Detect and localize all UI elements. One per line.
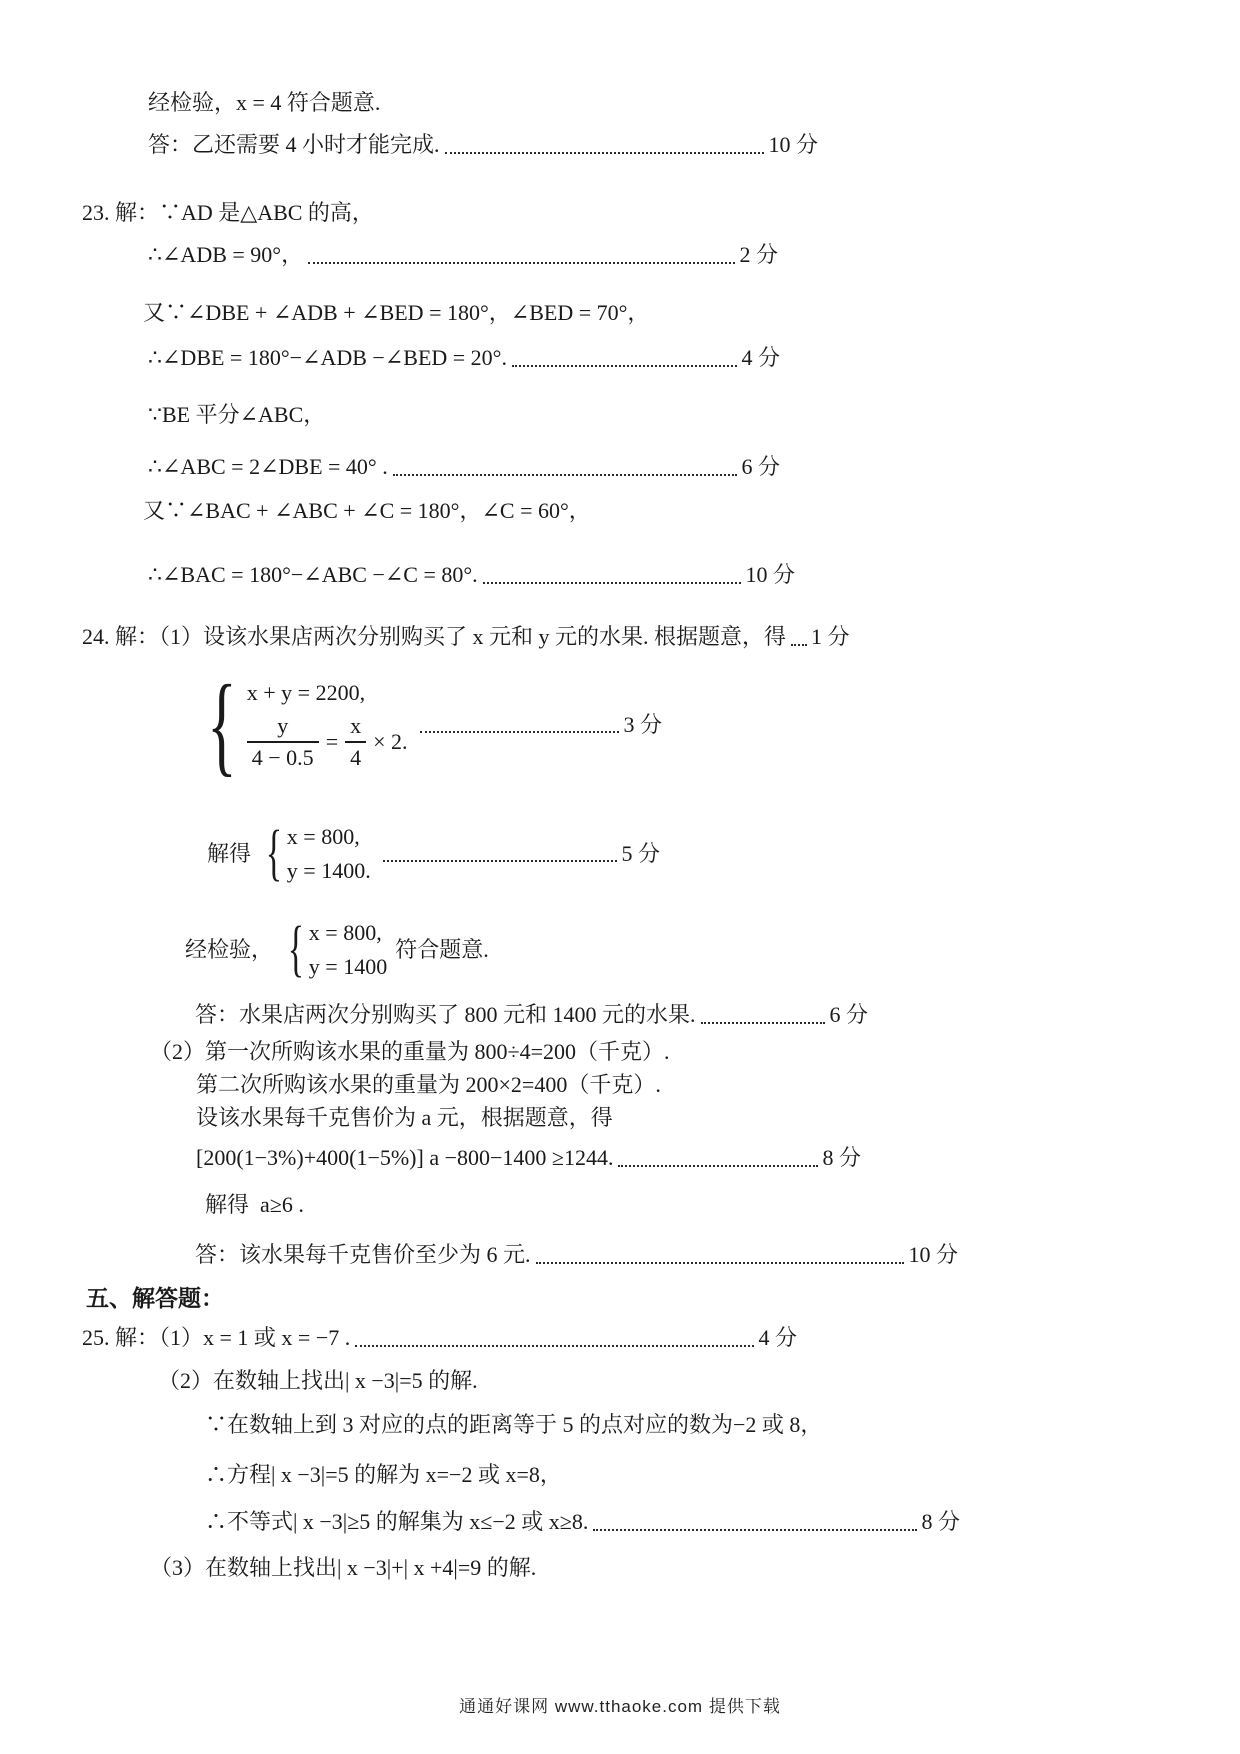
q24-solve-system bbox=[207, 819, 660, 888]
line-text: 经检验，x = 4 符合题意. bbox=[148, 90, 381, 115]
line-text: （2）第一次所购该水果的重量为 800÷4=200（千克）. bbox=[150, 1039, 670, 1064]
dotted-leader bbox=[536, 1262, 905, 1264]
score-label: 10 分 bbox=[768, 132, 818, 157]
dotted-leader bbox=[618, 1165, 818, 1167]
q23-step-abc40 bbox=[148, 452, 780, 482]
fraction-left bbox=[247, 711, 319, 772]
q25-part2-result bbox=[205, 1507, 960, 1537]
equation-row: y = 1400 bbox=[308, 953, 388, 979]
q23-solution-start bbox=[82, 198, 374, 228]
left-brace-icon: { bbox=[207, 663, 237, 787]
dotted-leader bbox=[701, 1022, 826, 1024]
line-text: 解得 a≥6 . bbox=[205, 1192, 304, 1217]
score-label: 4 分 bbox=[758, 1325, 797, 1350]
q24-part2-weight1 bbox=[150, 1037, 669, 1067]
score-label: 5 分 bbox=[621, 840, 660, 866]
numerator: x bbox=[350, 713, 362, 739]
line-text: [200(1−3%)+400(1−5%)] a −800−1400 ≥1244. bbox=[196, 1145, 614, 1170]
dotted-leader bbox=[593, 1529, 917, 1531]
dotted-leader bbox=[791, 644, 807, 646]
q22-check-line bbox=[148, 88, 380, 118]
line-text: ∴∠BAC = 180°−∠ABC −∠C = 80°. bbox=[148, 562, 478, 587]
line-text: （2）在数轴上找出| x −3|=5 的解. bbox=[158, 1368, 478, 1393]
score-label: 8 分 bbox=[822, 1145, 861, 1170]
dotted-leader bbox=[308, 262, 735, 264]
score-label: 8 分 bbox=[921, 1509, 960, 1534]
q25-part3-title bbox=[150, 1553, 536, 1583]
system-prefix-label: 经检验， bbox=[185, 936, 274, 962]
score-label: 2 分 bbox=[739, 242, 778, 267]
dotted-leader bbox=[383, 860, 618, 862]
q24-answer-part1 bbox=[195, 1000, 868, 1030]
q23-step-dbe20 bbox=[148, 343, 780, 373]
denominator: 4 − 0.5 bbox=[247, 741, 319, 773]
score-label: 4 分 bbox=[741, 345, 780, 370]
q24-answer-part2 bbox=[195, 1240, 958, 1270]
dotted-leader bbox=[483, 582, 742, 584]
denominator: 4 bbox=[345, 741, 366, 773]
dotted-leader bbox=[445, 152, 765, 154]
line-text: 五、解答题： bbox=[86, 1285, 224, 1311]
equation-rows bbox=[309, 918, 387, 981]
line-text: ∴方程| x −3|=5 的解为 x=−2 或 x=8， bbox=[205, 1462, 562, 1487]
left-brace-icon: { bbox=[287, 915, 305, 984]
line-text: 24. 解：（1）设该水果店两次分别购买了 x 元和 y 元的水果. 根据题意，得 bbox=[82, 624, 787, 649]
q23-step-adb bbox=[148, 240, 778, 270]
q24-equation-system bbox=[195, 663, 662, 787]
equation-row: x = 800, bbox=[286, 824, 360, 849]
line-text: 又∵∠BAC + ∠ABC + ∠C = 180°，∠C = 60°， bbox=[143, 498, 591, 523]
q24-part2-weight2 bbox=[196, 1070, 661, 1100]
q23-step-sum180 bbox=[143, 298, 649, 328]
footer-text: 通通好课网 www.tthaoke.com 提供下载 bbox=[459, 1697, 781, 1716]
score-label: 10 分 bbox=[908, 1242, 958, 1267]
line-text: 答：水果店两次分别购买了 800 元和 1400 元的水果. bbox=[195, 1002, 696, 1027]
equation-rows bbox=[247, 678, 408, 773]
score-label: 3 分 bbox=[623, 712, 662, 738]
line-text: ∴∠DBE = 180°−∠ADB −∠BED = 20°. bbox=[148, 345, 507, 370]
equation-row: y = 1400. bbox=[286, 857, 371, 883]
dotted-leader bbox=[420, 731, 620, 733]
line-text: 25. 解：（1）x = 1 或 x = −7 . bbox=[82, 1325, 351, 1350]
q23-step-bisector bbox=[148, 400, 325, 430]
q24-solution-start bbox=[82, 622, 850, 652]
left-brace-icon: { bbox=[265, 819, 283, 888]
score-label: 1 分 bbox=[811, 624, 850, 649]
line-text: （3）在数轴上找出| x −3|+| x +4|=9 的解. bbox=[150, 1555, 537, 1580]
section-heading bbox=[86, 1283, 224, 1314]
equals-sign: = bbox=[325, 729, 339, 755]
q24-check-system bbox=[185, 915, 489, 984]
line-text: 答：乙还需要 4 小时才能完成. bbox=[148, 132, 440, 157]
score-label: 10 分 bbox=[745, 562, 795, 587]
line-text: 又∵∠DBE + ∠ADB + ∠BED = 180°，∠BED = 70°， bbox=[143, 300, 650, 325]
q25-solution-start bbox=[82, 1323, 797, 1353]
q25-part2-reason bbox=[205, 1410, 822, 1440]
line-text: 设该水果每千克售价为 a 元，根据题意，得 bbox=[196, 1105, 613, 1130]
system-suffix-label: 符合题意. bbox=[395, 936, 489, 962]
line-text: ∵在数轴上到 3 对应的点的距离等于 5 的点对应的数为−2 或 8， bbox=[205, 1412, 823, 1437]
equation-tail: × 2. bbox=[373, 729, 408, 755]
q24-inequality bbox=[196, 1143, 861, 1173]
equation-row: x = 800, bbox=[308, 920, 382, 945]
q23-step-bac80 bbox=[148, 560, 795, 590]
fraction-right bbox=[345, 711, 366, 772]
q25-part2-solution bbox=[205, 1460, 562, 1490]
line-text: 答：该水果每千克售价至少为 6 元. bbox=[195, 1242, 531, 1267]
footer bbox=[0, 1692, 1240, 1717]
q24-part2-setup bbox=[196, 1103, 613, 1133]
equation-rows bbox=[287, 822, 371, 885]
q24-part2-solve bbox=[205, 1190, 304, 1220]
line-text: ∵BE 平分∠ABC， bbox=[148, 402, 326, 427]
q22-answer-line bbox=[148, 130, 818, 160]
line-text: ∴不等式| x −3|≥5 的解集为 x≤−2 或 x≥8. bbox=[205, 1509, 589, 1534]
line-text: ∴∠ABC = 2∠DBE = 40° . bbox=[148, 454, 388, 479]
score-label: 6 分 bbox=[741, 454, 780, 479]
fraction-equation bbox=[247, 711, 408, 772]
line-text: 第二次所购该水果的重量为 200×2=400（千克）. bbox=[196, 1072, 661, 1097]
numerator: y bbox=[277, 713, 289, 739]
equation-row: x + y = 2200, bbox=[246, 679, 366, 705]
line-text: ∴∠ADB = 90°， bbox=[148, 242, 304, 267]
dotted-leader bbox=[355, 1345, 754, 1347]
system-prefix-label: 解得 bbox=[207, 840, 252, 866]
dotted-leader bbox=[512, 365, 738, 367]
q25-part2-title bbox=[158, 1366, 478, 1396]
score-label: 6 分 bbox=[829, 1002, 868, 1027]
q23-step-bac-sum bbox=[143, 496, 591, 526]
line-text: 23. 解：∵AD 是△ABC 的高， bbox=[82, 200, 374, 225]
dotted-leader bbox=[393, 474, 738, 476]
